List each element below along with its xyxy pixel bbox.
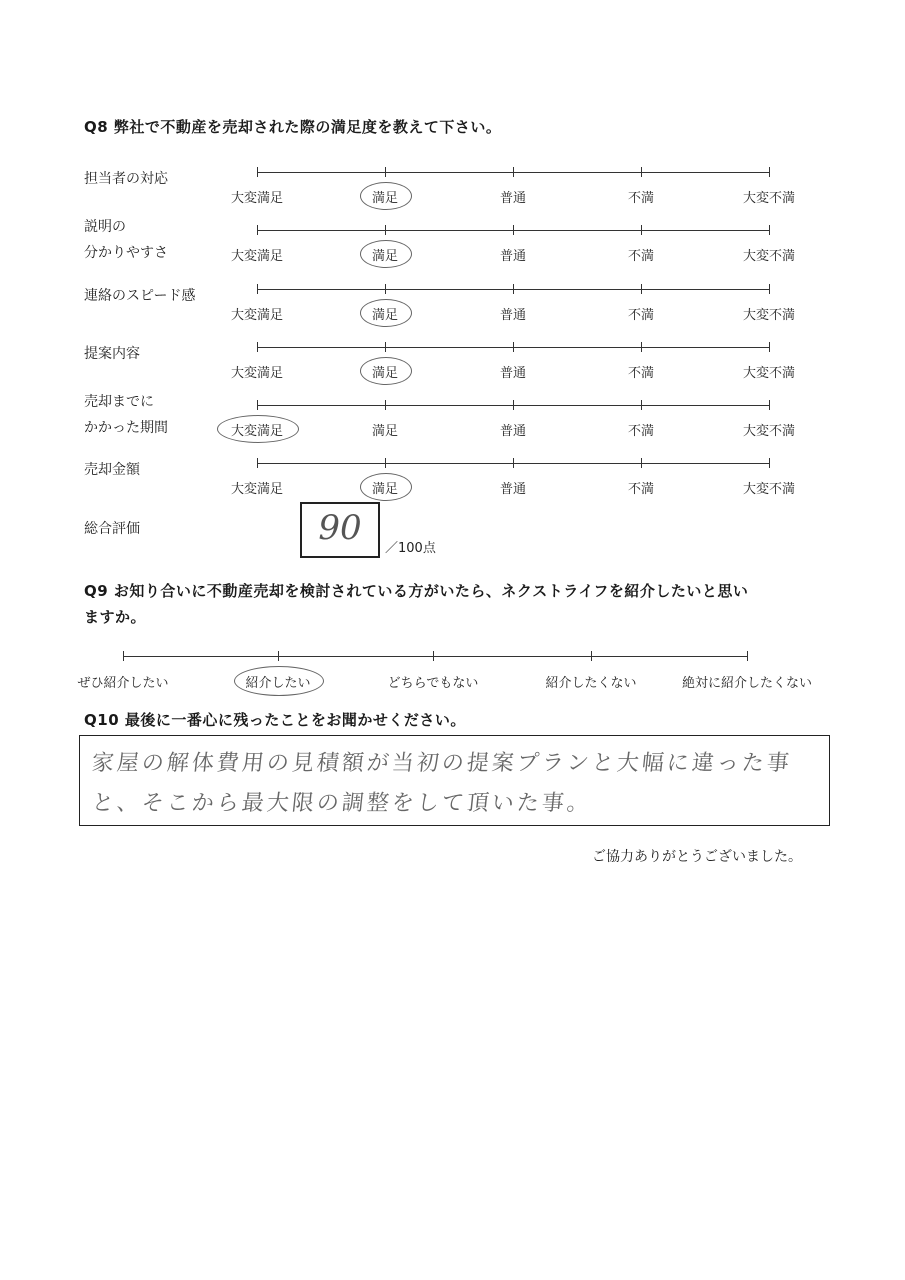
q8-scale-tick	[257, 167, 258, 177]
q8-option[interactable]: 不満	[627, 191, 655, 206]
q8-selected-circle	[217, 415, 299, 443]
q9-scale-tick	[278, 651, 279, 661]
q8-option[interactable]: 大変満足	[230, 249, 284, 264]
q8-option[interactable]: 大変満足	[230, 482, 284, 497]
q8-title: Q8 弊社で不動産を売却された際の満足度を教えて下さい。	[84, 118, 502, 136]
q8-scale-tick	[257, 458, 258, 468]
q8-option[interactable]: 満足	[371, 482, 399, 497]
q8-option[interactable]: 普通	[499, 249, 527, 264]
q8-scale-tick	[769, 167, 770, 177]
q8-option[interactable]: 大変満足	[230, 366, 284, 381]
q8-option[interactable]: 満足	[371, 424, 399, 439]
q8-scale-tick	[513, 167, 514, 177]
q8-scale-tick	[385, 400, 386, 410]
q8-option[interactable]: 不満	[627, 249, 655, 264]
q9-title-line2: ますか。	[84, 608, 147, 626]
q8-option[interactable]: 満足	[371, 249, 399, 264]
q9-option[interactable]: 紹介したい	[245, 676, 311, 691]
q8-option[interactable]: 不満	[627, 308, 655, 323]
q8-selected-circle	[360, 240, 412, 268]
q8-option[interactable]: 普通	[499, 308, 527, 323]
q8-scale-tick	[769, 284, 770, 294]
q8-option[interactable]: 大変不満	[742, 366, 796, 381]
q8-option[interactable]: 普通	[499, 424, 527, 439]
q8-scale-tick	[385, 167, 386, 177]
q8-selected-circle	[360, 182, 412, 210]
overall-score-value: 90	[318, 508, 362, 548]
q8-option[interactable]: 満足	[371, 191, 399, 206]
q8-row-label: 担当者の対応	[84, 171, 168, 187]
q8-scale-tick	[513, 400, 514, 410]
q8-scale-tick	[385, 458, 386, 468]
q8-option[interactable]: 不満	[627, 366, 655, 381]
q8-option[interactable]: 不満	[627, 424, 655, 439]
q8-option[interactable]: 大変不満	[742, 191, 796, 206]
q8-selected-circle	[360, 473, 412, 501]
q9-title-line1: Q9 お知り合いに不動産売却を検討されている方がいたら、ネクストライフを紹介したいと思い	[84, 582, 749, 600]
q8-row-label: 売却金額	[84, 462, 140, 478]
q8-scale-tick	[513, 284, 514, 294]
q8-option[interactable]: 普通	[499, 482, 527, 497]
q8-option[interactable]: 大変不満	[742, 482, 796, 497]
q8-scale-tick	[513, 225, 514, 235]
q8-option[interactable]: 普通	[499, 191, 527, 206]
q8-selected-circle	[360, 357, 412, 385]
q8-option[interactable]: 大変不満	[742, 308, 796, 323]
closing-message: ご協力ありがとうございました。	[592, 849, 802, 865]
q8-option[interactable]: 大変満足	[230, 308, 284, 323]
q8-scale-tick	[641, 225, 642, 235]
q8-scale-tick	[641, 284, 642, 294]
q8-row-label: 連絡のスピード感	[84, 288, 196, 304]
q8-scale-tick	[513, 458, 514, 468]
q8-scale-tick	[385, 284, 386, 294]
q8-scale-tick	[257, 284, 258, 294]
q10-answer-box[interactable]	[79, 735, 830, 826]
q9-option[interactable]: 絶対に紹介したくない	[681, 676, 813, 691]
q8-selected-circle	[360, 299, 412, 327]
q10-title: Q10 最後に一番心に残ったことをお聞かせください。	[84, 711, 466, 729]
overall-score-unit: ／100点	[385, 541, 436, 556]
q9-scale-tick	[747, 651, 748, 661]
q9-scale-line	[123, 656, 747, 657]
q8-scale-tick	[385, 225, 386, 235]
q9-option[interactable]: ぜひ紹介したい	[77, 676, 169, 691]
overall-score-box[interactable]	[300, 502, 380, 558]
q8-scale-tick	[257, 342, 258, 352]
q8-option[interactable]: 不満	[627, 482, 655, 497]
q8-scale-tick	[641, 167, 642, 177]
q8-option[interactable]: 普通	[499, 366, 527, 381]
q8-option[interactable]: 満足	[371, 366, 399, 381]
q8-row-label: 説明の 分かりやすさ	[84, 219, 168, 261]
q8-scale-tick	[641, 400, 642, 410]
q10-answer-line1: 家屋の解体費用の見積額が当初の提案プランと大幅に違った事	[90, 751, 794, 776]
q8-scale-tick	[257, 400, 258, 410]
q10-answer-line2: と、そこから最大限の調整をして頂いた事。	[90, 791, 594, 816]
q9-selected-circle	[234, 666, 324, 696]
q8-scale-tick	[257, 225, 258, 235]
q8-scale-tick	[385, 342, 386, 352]
q9-scale-tick	[591, 651, 592, 661]
q8-option[interactable]: 大変満足	[230, 424, 284, 439]
q8-scale-tick	[769, 225, 770, 235]
q8-scale-tick	[769, 342, 770, 352]
q9-option[interactable]: どちらでもない	[387, 676, 479, 691]
q8-scale-tick	[513, 342, 514, 352]
q9-option[interactable]: 紹介したくない	[545, 676, 637, 691]
overall-label: 総合評価	[84, 521, 140, 537]
q8-option[interactable]: 満足	[371, 308, 399, 323]
q8-option[interactable]: 大変不満	[742, 424, 796, 439]
q8-row-label: 売却までに かかった期間	[84, 394, 168, 436]
q8-row-label: 提案内容	[84, 346, 140, 362]
q8-option[interactable]: 大変不満	[742, 249, 796, 264]
q8-scale-tick	[641, 342, 642, 352]
q8-scale-tick	[641, 458, 642, 468]
q9-scale-tick	[123, 651, 124, 661]
q9-scale-tick	[433, 651, 434, 661]
q8-scale-tick	[769, 400, 770, 410]
q8-option[interactable]: 大変満足	[230, 191, 284, 206]
q8-scale-tick	[769, 458, 770, 468]
